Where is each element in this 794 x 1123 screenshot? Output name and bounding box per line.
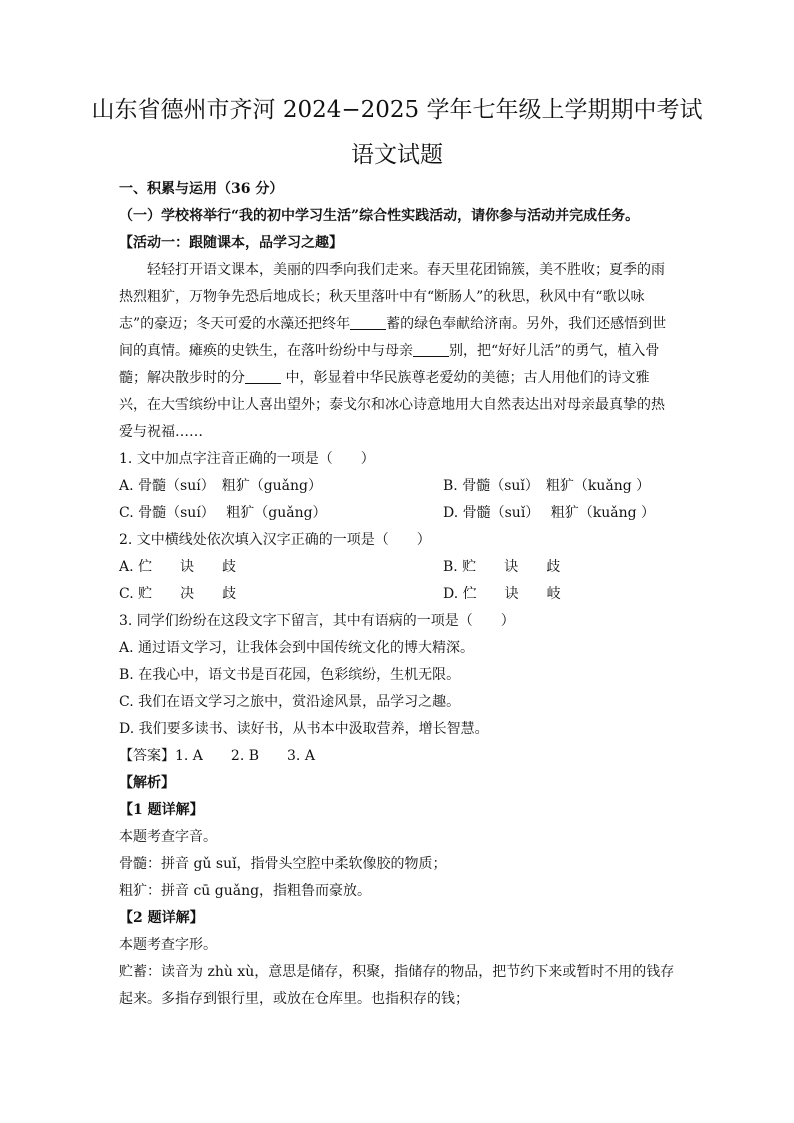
q1-option-c: C. 骨髓（suí） 粗犷（guǎng） xyxy=(119,505,327,521)
subsection-heading: （一）学校将举行“我的初中学习生活”综合性实践活动，请你参与活动并完成任务。 xyxy=(119,208,640,224)
passage-line: 兴，在大雪缤纷中让人喜出望外；泰戈尔和冰心诗意地用大自然表达出对母亲最真挚的热 xyxy=(119,397,665,413)
q3-option-c: C. 我们在语文学习之旅中，赏沿途风景，品学习之趣。 xyxy=(119,694,461,710)
q1-option-b: B. 骨髓（suǐ） 粗犷（kuǎng ） xyxy=(443,478,651,494)
question-3: 3. 同学们纷纷在这段文字下留言，其中有语病的一项是（ ） xyxy=(119,613,515,629)
answer-line xyxy=(119,743,679,770)
section-heading: 一、积累与运用（36 分） xyxy=(119,181,284,197)
passage-text: 中，彰显着中华民族尊老爱幼的美德；古人用他们的诗文雅 xyxy=(281,370,650,386)
q2-options-row xyxy=(119,581,679,608)
analysis-heading: 【解析】 xyxy=(119,775,175,791)
detail-1-line: 骨髓：拼音 gǔ suǐ，指骨头空腔中柔软像胶的物质； xyxy=(119,856,447,872)
passage-text: 髓；解决散步时的分 xyxy=(119,370,245,386)
passage-text: 志”的豪迈；冬天可爱的水藻还把终年 xyxy=(119,316,351,332)
activity-heading: 【活动一：跟随课本，品学习之趣】 xyxy=(119,235,343,251)
q2-options-row xyxy=(119,554,679,581)
detail-1-line: 粗犷：拼音 cū guǎng，指粗鲁而豪放。 xyxy=(119,883,372,899)
passage-line: 热烈粗犷，万物争先恐后地成长；秋天里落叶中有“断肠人”的秋思，秋风中有“歌以咏 xyxy=(119,289,645,305)
detail-2-line: 本题考查字形。 xyxy=(119,937,217,953)
passage-line xyxy=(119,311,679,338)
q3-option-a: A. 通过语文学习，让我体会到中国传统文化的博大精深。 xyxy=(119,640,475,656)
q1-option-d: D. 骨髓（suǐ） 粗犷（kuǎng ） xyxy=(443,505,656,521)
exam-subtitle: 语文试题 xyxy=(351,142,443,168)
passage-line xyxy=(119,365,679,392)
q1-options-row xyxy=(119,500,679,527)
detail-1-heading: 【1 题详解】 xyxy=(119,802,204,818)
detail-2-line: 贮蓄：读音为 zhù xù，意思是储存，积聚，指储存的物品，把节约下来或暂时不用的钱存 xyxy=(119,964,675,980)
passage-line xyxy=(119,338,679,365)
blank-line xyxy=(350,313,386,330)
q3-option-b: B. 在我心中，语文书是百花园，色彩缤纷，生机无限。 xyxy=(119,667,461,683)
q2-option-b: B. 贮 诀 歧 xyxy=(443,559,561,575)
exam-content xyxy=(119,176,679,1013)
q2-option-c: C. 贮 决 歧 xyxy=(119,586,237,602)
detail-1-line: 本题考查字音。 xyxy=(119,829,217,845)
question-1: 1. 文中加点字注音正确的一项是（ ） xyxy=(119,451,375,467)
blank-line xyxy=(245,367,281,384)
passage-line: 轻轻打开语文课本，美丽的四季向我们走来。春天里花团锦簇，美不胜收；夏季的雨 xyxy=(147,262,665,278)
answer-text: 1. A 2. B 3. A xyxy=(175,748,315,764)
q2-option-d: D. 伫 诀 岐 xyxy=(443,586,561,602)
passage-text: 别，把“好好儿活”的勇气，植入骨 xyxy=(449,343,660,359)
detail-2-line: 起来。多指存到银行里，或放在仓库里。也指积存的钱； xyxy=(119,991,469,1007)
q1-options-row xyxy=(119,473,679,500)
q3-option-d: D. 我们要多读书、读好书，从书本中汲取营养，增长智慧。 xyxy=(119,721,489,737)
reading-passage xyxy=(119,257,679,446)
q1-option-a: A. 骨髓（suí） 粗犷（guǎng） xyxy=(119,478,322,494)
answer-label: 【答案】 xyxy=(119,748,175,764)
exam-title: 山东省德州市齐河 2024−2025 学年七年级上学期期中考试 xyxy=(91,97,703,123)
passage-text: 间的真情。瘫痪的史铁生，在落叶纷纷中与母亲 xyxy=(119,343,413,359)
passage-line: 爱与祝福…… xyxy=(119,424,203,440)
blank-line xyxy=(413,340,449,357)
passage-text: 蓄的绿色奉献给济南。另外，我们还感悟到世 xyxy=(386,316,667,332)
q2-option-a: A. 伫 诀 歧 xyxy=(119,559,237,575)
detail-2-heading: 【2 题详解】 xyxy=(119,910,204,926)
question-2: 2. 文中横线处依次填入汉字正确的一项是（ ） xyxy=(119,532,431,548)
